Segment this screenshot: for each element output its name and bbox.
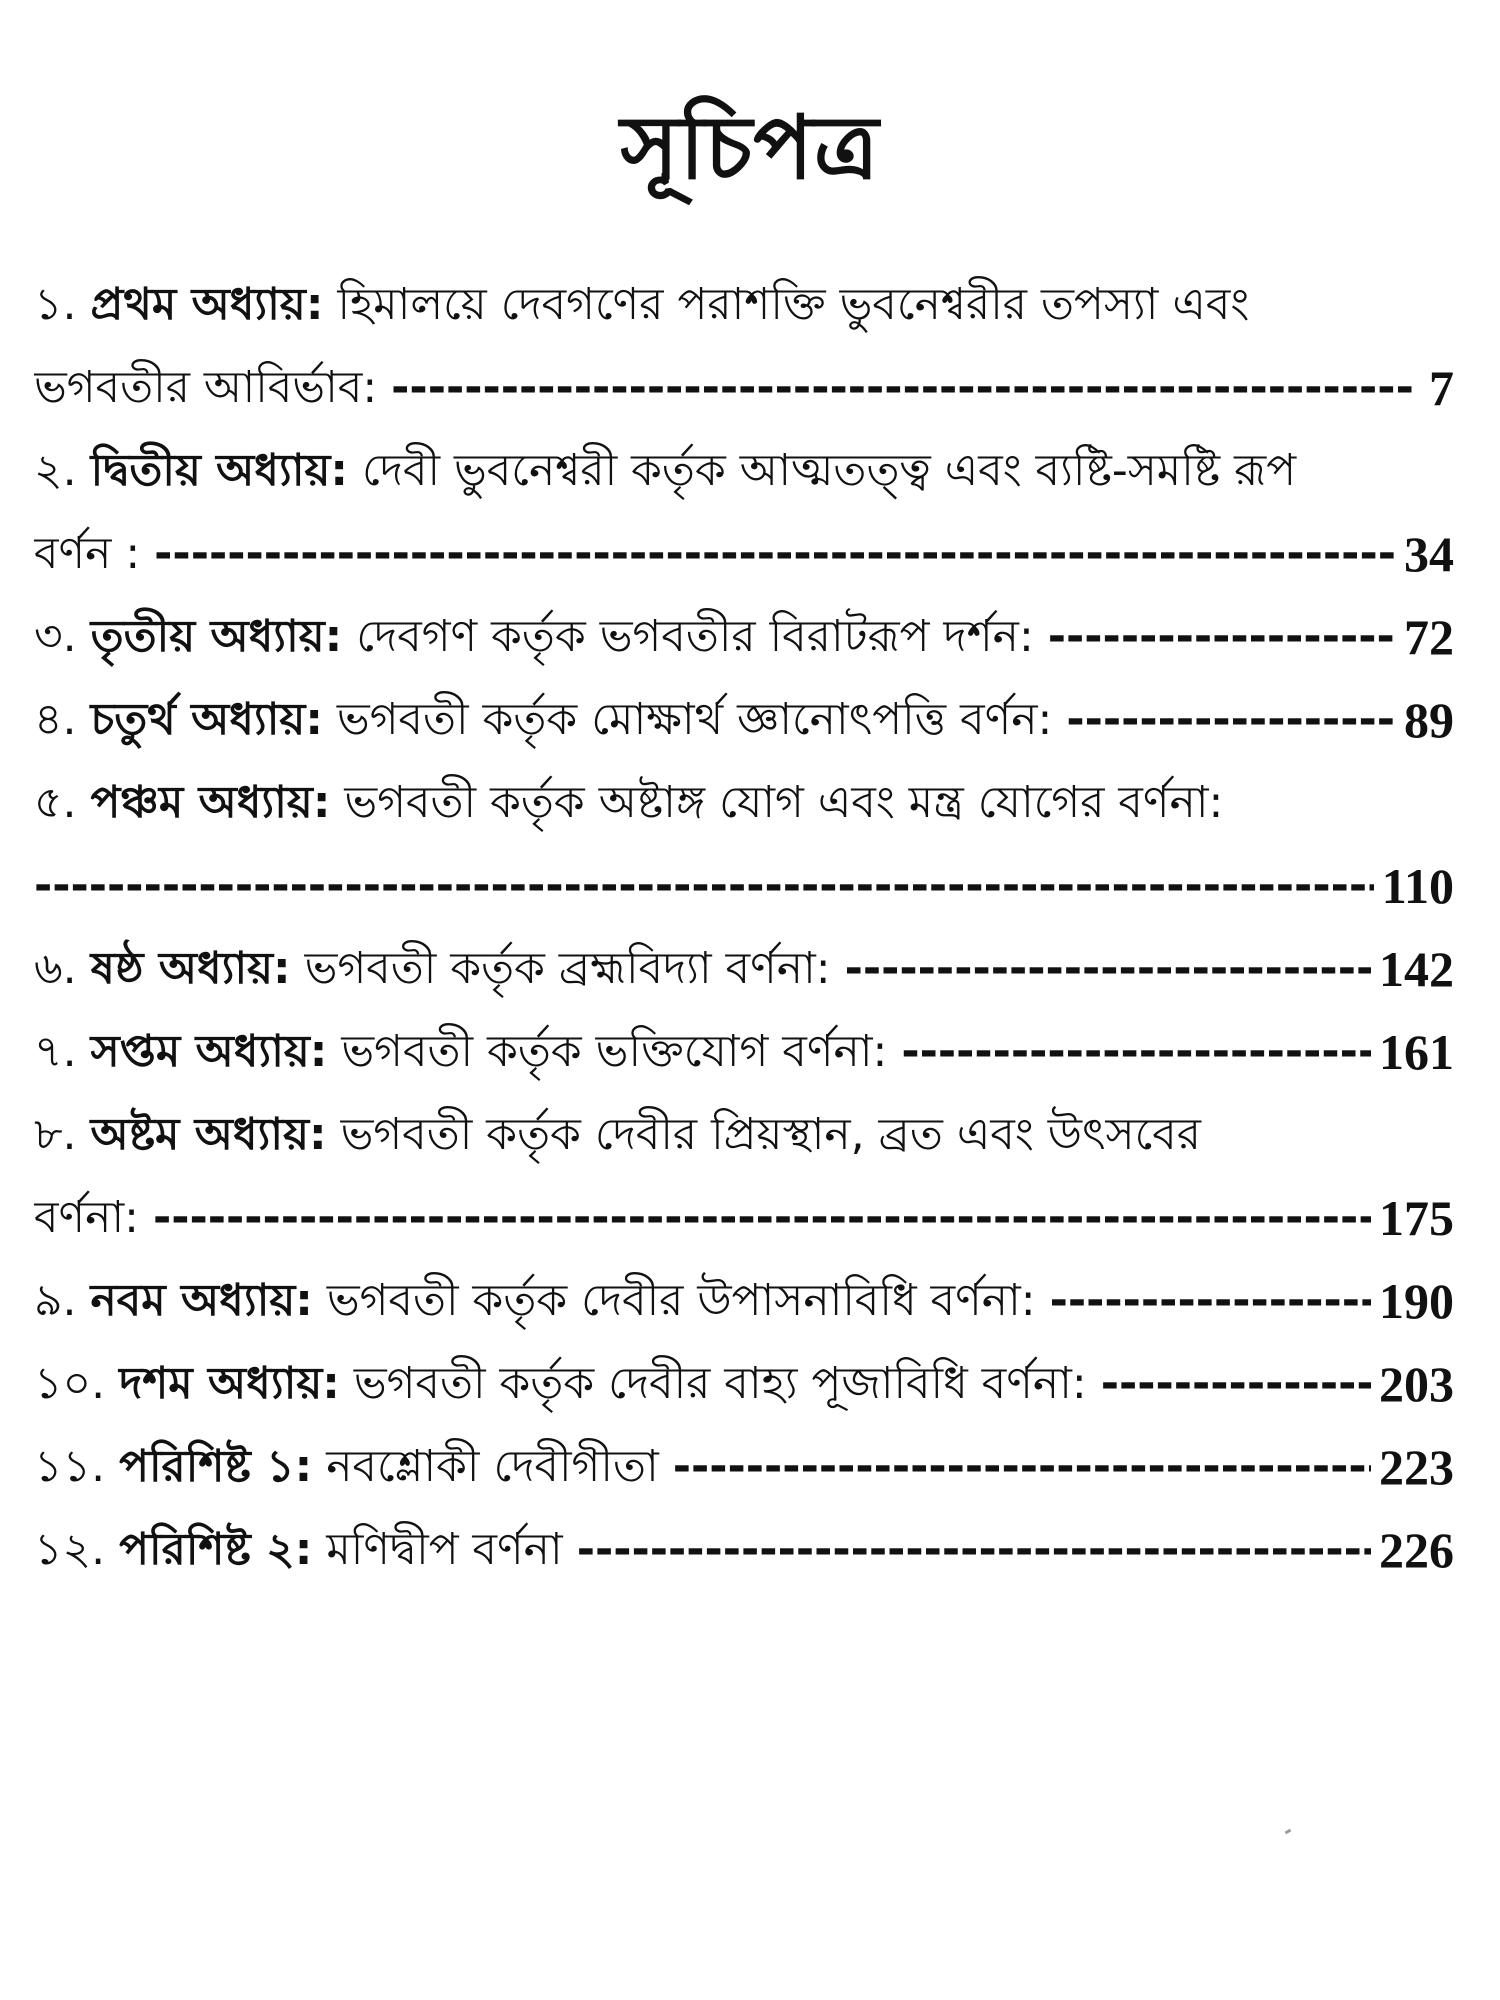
chapter-label: অষ্টম অধ্যায়: (90, 1109, 327, 1160)
chapter-title-cont: বর্ণন : (34, 528, 141, 579)
toc-entry-8-line-2 (34, 1183, 1454, 1253)
entry-number: ১০. (34, 1358, 106, 1409)
toc-entry-7 (34, 1017, 1454, 1087)
entry-number: ৬. (34, 943, 77, 994)
toc-entry-2-line-2 (34, 519, 1454, 589)
toc-entry-4 (34, 685, 1454, 755)
toc-entry-11 (34, 1432, 1454, 1502)
chapter-title: দেবী ভুবনেশ্বরী কর্তৃক আত্মতত্ত্ব এবং ব্যষ্টি-সমষ্টি রূপ (362, 445, 1297, 496)
page-title: সূচিপত্র (620, 96, 880, 199)
page-number: 175 (1379, 1190, 1454, 1246)
chapter-label: পঞ্চম অধ্যায়: (90, 777, 331, 828)
page-number: 34 (1404, 526, 1454, 582)
toc-entry-8-line-1 (34, 1100, 1454, 1170)
chapter-label: প্রথম অধ্যায়: (90, 279, 324, 330)
toc-entry-6 (34, 934, 1454, 1004)
chapter-title: ভগবতী কর্তৃক দেবীর বাহ্য পূজাবিধি বর্ণনা: (353, 1358, 1087, 1409)
page-number: 142 (1379, 941, 1454, 997)
chapter-title-cont: বর্ণনা: (34, 1192, 139, 1243)
appendix-title: নবশ্লোকী দেবীগীতা (326, 1441, 659, 1492)
page-number: 7 (1429, 360, 1454, 416)
chapter-title: ভগবতী কর্তৃক অষ্টাঙ্গ যোগ এবং মন্ত্র যোগের বর্ণনা: (344, 777, 1224, 828)
appendix-label: পরিশিষ্ট ১: (119, 1441, 313, 1492)
chapter-label: সপ্তম অধ্যায়: (90, 1026, 328, 1077)
chapter-title: ভগবতী কর্তৃক ব্রহ্মবিদ্যা বর্ণনা: (304, 943, 831, 994)
chapter-title: ভগবতী কর্তৃক ভক্তিযোগ বর্ণনা: (341, 1026, 888, 1077)
chapter-title: ভগবতী কর্তৃক দেবীর উপাসনাবিধি বর্ণনা: (326, 1275, 1036, 1326)
page-number: 89 (1404, 692, 1454, 748)
page-number: 110 (1381, 858, 1454, 914)
toc-entry-12 (34, 1515, 1454, 1585)
page-number: 190 (1379, 1273, 1454, 1329)
dot-leader (1048, 615, 1396, 659)
chapter-title: ভগবতী কর্তৃক মোক্ষার্থ জ্ঞানোৎপত্তি বর্ণন: (336, 694, 1053, 745)
dot-leader (1050, 1279, 1371, 1323)
toc-entry-1-line-1 (34, 270, 1454, 340)
entry-number: ১১. (34, 1441, 106, 1492)
appendix-title: মণিদ্বীপ বর্ণনা (326, 1524, 563, 1575)
chapter-label: চতুর্থ অধ্যায়: (90, 694, 323, 745)
toc-entry-1-line-2 (34, 353, 1454, 423)
entry-number: ১২. (34, 1524, 106, 1575)
dot-leader (845, 947, 1371, 991)
page-number: 161 (1379, 1024, 1454, 1080)
page-number: 226 (1379, 1522, 1454, 1578)
entry-number: ৮. (34, 1109, 77, 1160)
chapter-label: তৃতীয় অধ্যায়: (90, 611, 343, 662)
dot-leader (34, 864, 1374, 908)
page-number: 72 (1404, 609, 1454, 665)
toc-entry-3 (34, 602, 1454, 672)
entry-number: ১. (34, 279, 77, 330)
dot-leader (577, 1528, 1371, 1572)
toc-entry-5-line-1 (34, 768, 1454, 838)
toc-entry-2-line-1 (34, 436, 1454, 506)
paper-speck (1285, 1829, 1292, 1835)
chapter-title: দেবগণ কর্তৃক ভগবতীর বিরাটরূপ দর্শন: (356, 611, 1034, 662)
toc-entry-10 (34, 1349, 1454, 1419)
entry-number: ২. (34, 445, 77, 496)
chapter-label: নবম অধ্যায়: (90, 1275, 313, 1326)
dot-leader (153, 1196, 1371, 1240)
chapter-label: ষষ্ঠ অধ্যায়: (90, 943, 291, 994)
chapter-title: ভগবতী কর্তৃক দেবীর প্রিয়স্থান, ব্রত এবং উৎসবের (340, 1109, 1201, 1160)
page-number: 223 (1379, 1439, 1454, 1495)
entry-number: ৫. (34, 777, 77, 828)
dot-leader (673, 1445, 1371, 1489)
page-number: 203 (1379, 1356, 1454, 1412)
appendix-label: পরিশিষ্ট ২: (119, 1524, 313, 1575)
entry-number: ৩. (34, 611, 77, 662)
chapter-title-cont: ভগবতীর আবির্ভাব: (34, 362, 378, 413)
dot-leader (901, 1030, 1371, 1074)
chapter-label: দ্বিতীয় অধ্যায়: (90, 445, 348, 496)
toc-entry-9 (34, 1266, 1454, 1336)
dot-leader (1066, 698, 1396, 742)
dot-leader (1101, 1362, 1371, 1406)
dot-leader (391, 366, 1416, 410)
entry-number: ৭. (34, 1026, 77, 1077)
toc-entry-5-line-2 (34, 851, 1454, 921)
chapter-label: দশম অধ্যায়: (119, 1358, 340, 1409)
chapter-title: হিমালয়ে দেবগণের পরাশক্তি ভুবনেশ্বরীর তপস্যা এবং (337, 279, 1250, 330)
entry-number: ৯. (34, 1275, 77, 1326)
entry-number: ৪. (34, 694, 77, 745)
dot-leader (154, 532, 1396, 576)
